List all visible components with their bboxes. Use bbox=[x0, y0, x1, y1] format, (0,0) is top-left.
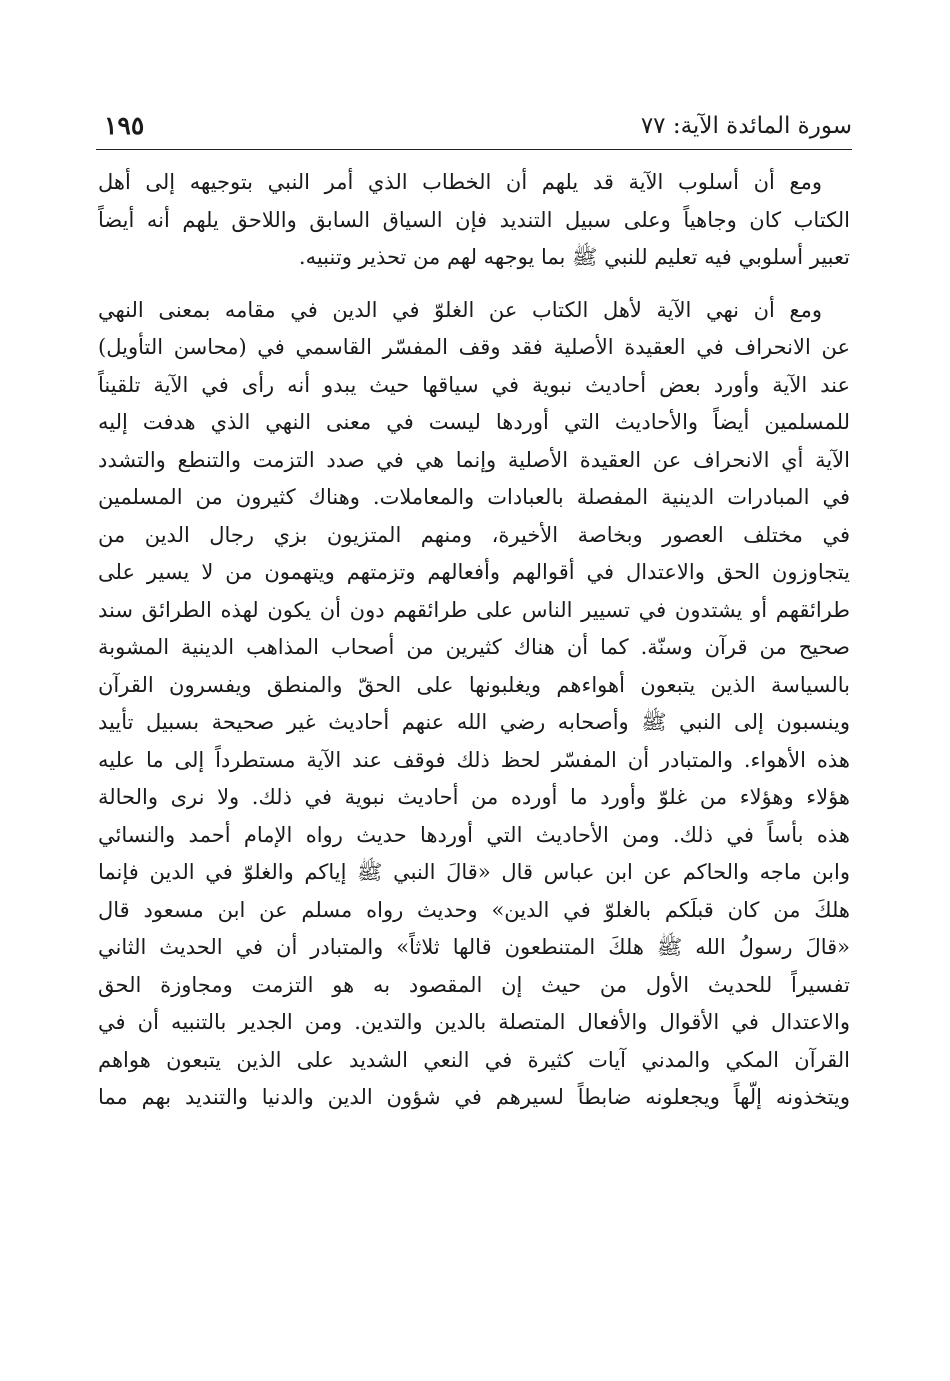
text-line: تفسيراً للحديث الأول من حيث إن المقصود به هو التزمت ومجاوزة الحق bbox=[98, 972, 850, 997]
page-number: ١٩٥ bbox=[104, 111, 145, 140]
text-line: ويتخذونه إلّهاً ويجعلونه ضابطاً لسيرهم في شؤون الدين والدنيا والتنديد بهم مما bbox=[98, 1085, 850, 1109]
header-divider bbox=[96, 149, 852, 150]
paragraph bbox=[98, 164, 850, 277]
header-title: سورة المائدة الآية: ٧٧ bbox=[640, 113, 852, 139]
text-line: عن الانحراف في العقيدة الأصلية فقد وقف المفسّر القاسمي في (محاسن التأويل) bbox=[98, 335, 850, 359]
text-line: «قالَ رسولُ الله ﷺ هلكَ المتنطعون قالها ثلاثاً» والمتبادر أن في الحديث الثاني bbox=[98, 935, 850, 959]
text-line: وينسبون إلى النبي ﷺ وأصحابه رضي الله عنهم أحاديث غير صحيحة بسبيل تأييد bbox=[98, 710, 850, 734]
page-body bbox=[98, 164, 850, 1117]
text-line: والاعتدال في الأقوال والأفعال المتصلة بالدين والتدين. ومن الجدير بالتنبيه أن في bbox=[98, 1010, 850, 1034]
text-line: تعبير أسلوبي فيه تعليم للنبي ﷺ بما يوجهه لهم من تحذير وتنبيه. bbox=[298, 245, 850, 269]
text-line: هلكَ من كان قبلَكم بالغلوّ في الدين» وحديث رواه مسلم عن ابن مسعود قال bbox=[98, 897, 850, 922]
text-line: ومع أن نهي الآية لأهل الكتاب عن الغلوّ في الدين في مقامه بمعنى النهي bbox=[98, 297, 822, 322]
paragraph bbox=[98, 292, 850, 1117]
text-line: هذه بأساً في ذلك. ومن الأحاديث التي أوردها حديث رواه الإمام أحمد والنسائي bbox=[98, 822, 850, 847]
text-line: وابن ماجه والحاكم عن ابن عباس قال «قالَ النبي ﷺ إياكم والغلوّ في الدين فإنما bbox=[98, 860, 850, 884]
text-line: عند الآية وأورد بعض أحاديث نبوية في سياقها حيث يبدو أنه رأى في الآية تلقيناً bbox=[98, 372, 850, 397]
text-line: الآية أي الانحراف عن العقيدة الأصلية وإنما هي في صدد التزمت والتنطع والتشدد bbox=[98, 447, 850, 472]
text-line: طرائقهم أو يشتدون في تسيير الناس على طرائقهم دون أن يكون لهذه الطرائق سند bbox=[98, 597, 850, 622]
page-header bbox=[96, 108, 852, 148]
text-line: هؤلاء وهؤلاء من غلوّ وأورد ما أورده من أحاديث نبوية في ذلك. ولا نرى والحالة bbox=[98, 785, 850, 809]
text-line: للمسلمين أيضاً والأحاديث التي أوردها ليست في معنى النهي الذي هدفت إليه bbox=[98, 410, 850, 434]
text-line: صحيح من قرآن وسنّة. كما أن هناك كثيرين من أصحاب المذاهب الدينية المشوبة bbox=[98, 635, 850, 659]
text-line: بالسياسة الذين يتبعون أهواءهم ويغلبونها على الحقّ والمنطق ويفسرون القرآن bbox=[98, 672, 850, 697]
text-line: القرآن المكي والمدني آيات كثيرة في النعي الشديد على الذين يتبعون هواهم bbox=[98, 1047, 850, 1072]
text-line: ومع أن أسلوب الآية قد يلهم أن الخطاب الذي أمر النبي بتوجيهه إلى أهل bbox=[98, 170, 822, 194]
text-line: في مختلف العصور وبخاصة الأخيرة، ومنهم المتزيون بزي رجال الدين من bbox=[98, 522, 850, 547]
text-line: الكتاب كان وجاهياً وعلى سبيل التنديد فإن السياق السابق واللاحق يلهم أنه أيضاً bbox=[98, 207, 850, 232]
text-line: في المبادرات الدينية المفصلة بالعبادات والمعاملات. وهناك كثيرون من المسلمين bbox=[98, 485, 850, 509]
text-line: هذه الأهواء. والمتبادر أن المفسّر لحظ ذلك فوقف عند الآية مستطرداً إلى ما عليه bbox=[98, 747, 850, 772]
text-line: يتجاوزون الحق والاعتدال في أقوالهم وأفعالهم وتزمتهم ويتهمون من لا يسير على bbox=[98, 560, 850, 584]
